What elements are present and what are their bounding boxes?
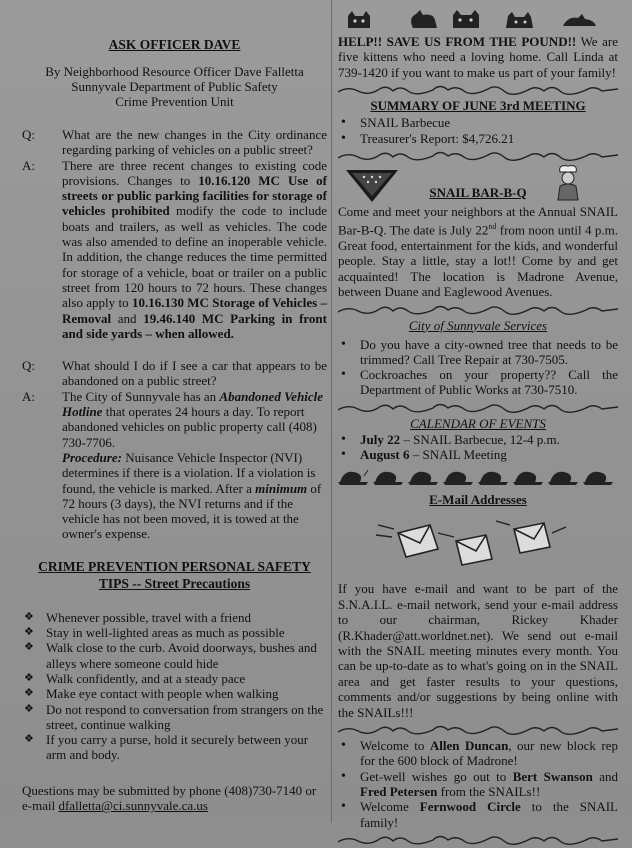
answer-text — [62, 158, 327, 342]
welcome-list — [338, 738, 618, 830]
event-text: – SNAIL Barbecue, 12-4 p.m. — [400, 431, 560, 447]
list-item: • SNAIL Barbecue — [338, 115, 618, 130]
byline-line: By Neighborhood Resource Officer Dave Falletta — [45, 64, 304, 79]
list-item — [338, 769, 618, 800]
squiggle-divider — [338, 400, 618, 416]
calendar-list — [338, 432, 618, 463]
squiggle-divider — [338, 302, 618, 318]
questions-note — [22, 783, 327, 814]
email-title: E-Mail Addresses — [429, 492, 527, 508]
summary-list — [338, 115, 618, 146]
crime-prevention-subtitle: TIPS -- Street Precautions — [98, 575, 251, 591]
question-text: What are the new changes in the City ordinance regarding parking of vehicles on a public street? — [62, 127, 327, 158]
answer-span: that operates 24 hours a day. To report abandoned vehicles on public property call (408) 730-7706. — [62, 404, 317, 450]
summary-title: SUMMARY OF JUNE 3rd MEETING — [370, 98, 586, 114]
squiggle-divider-icon — [338, 400, 618, 414]
tip-text: Whenever possible, travel with a friend — [46, 609, 252, 625]
list-item — [22, 671, 327, 686]
safety-tips-list — [22, 610, 327, 763]
column-divider — [331, 0, 332, 823]
squiggle-divider — [338, 148, 618, 164]
welcome-text: from the SNAILs!! — [437, 783, 541, 799]
welcome-text: Welcome to — [360, 738, 430, 754]
code-ref: 19.46.140 MC Parking in front and side yards – when allowed. — [62, 310, 327, 341]
kitten-icon — [338, 8, 618, 32]
person-name: Bert Swanson — [512, 768, 593, 784]
diamond-bullet-icon: ❖ — [24, 733, 34, 746]
calendar-title: CALENDAR OF EVENTS — [410, 415, 546, 431]
diamond-bullet-icon: ❖ — [24, 626, 34, 639]
procedure-label: Procedure: — [62, 449, 122, 465]
q-label: Q: — [22, 127, 35, 142]
email-paragraph: If you have e-mail and want to be part of the S.N.A.I.L. e-mail network, send your e-mail address to our chairman, Rickey Khader (R.Khader@att.worldnet.net). We send out e-mail with the SNAIL meeting minutes every month. You can be up-to-date as to what's going on in the SNAIL area and get faster results to your questions, comments and/or suggestions by being online with the SNAILs!!! — [338, 581, 618, 720]
kitten-clipart-row — [338, 8, 618, 32]
tip-text: Make eye contact with people when walking — [46, 686, 279, 702]
question-text: What should I do if I see a car that appears to be abandoned on a public street? — [62, 358, 327, 389]
welcome-text: Get-well wishes go out to — [360, 768, 513, 784]
questions-text: Questions may be submitted by phone (408)730-7140 or e-mail — [22, 782, 317, 814]
squiggle-divider-icon — [338, 82, 618, 96]
answer-span: and — [111, 310, 144, 326]
answer-text — [62, 389, 327, 542]
event-date: August 6 — [360, 447, 410, 463]
tip-text: If you carry a purse, hold it securely between your arm and body. — [46, 732, 309, 763]
barbq-title: SNAIL BAR-B-Q — [429, 184, 527, 200]
diamond-bullet-icon: ❖ — [24, 610, 34, 623]
chef-icon — [552, 164, 584, 202]
city-services-title: City of Sunnyvale Services — [408, 317, 548, 333]
diamond-bullet-icon: ❖ — [24, 702, 34, 715]
code-ref: 10.16.130 MC Storage of Vehicles – Removal — [62, 295, 328, 326]
list-item: • Do you have a city-owned tree that needs to be trimmed? Call Tree Repair at 730-7505. — [338, 337, 618, 368]
envelopes-clipart — [338, 513, 618, 581]
welcome-text: and — [592, 768, 619, 784]
list-item — [22, 702, 327, 733]
list-item — [338, 738, 618, 769]
code-ref: 10.16.120 MC Use of streets or public parking facilities for storage of vehicles prohibited — [62, 172, 327, 219]
answer-1 — [22, 158, 327, 342]
a-label: A: — [22, 157, 35, 173]
barbq-header — [338, 164, 618, 204]
tip-text: Walk confidently, and at a steady pace — [46, 670, 246, 686]
list-item — [22, 732, 327, 763]
welcome-text: to the SNAIL family! — [360, 799, 618, 830]
byline-line: Crime Prevention Unit — [115, 94, 234, 109]
hotline-name: Abandoned Vehicle Hotline — [62, 388, 324, 420]
squiggle-divider-icon — [338, 148, 618, 162]
list-item: • Cockroaches on your property?? Call the Department of Public Works at 730-7510. — [338, 367, 618, 398]
diamond-bullet-icon: ❖ — [24, 641, 34, 654]
barbq-text: from noon until 4 p.m. Great food, entertainment for the kids, and wonderful people. Stay a little, stay a lot!! Come by and get acquainted! The location is Madrone Avenue, between Duane and Eaglewood Avenues. — [338, 222, 619, 300]
answer-span: The City of Sunnyvale has an — [62, 388, 220, 404]
answer-span: There are three recent changes to existing code provisions. Changes to — [62, 157, 327, 188]
street-name: Fernwood Circle — [419, 799, 521, 815]
left-column — [22, 0, 327, 814]
list-item — [338, 799, 618, 830]
tip-text: Stay in well-lighted areas as much as possible — [46, 625, 285, 641]
squiggle-divider — [338, 82, 618, 98]
a-label: A: — [22, 388, 35, 404]
list-item — [338, 432, 618, 447]
squiggle-divider — [338, 722, 618, 738]
person-name: Fred Petersen — [360, 783, 438, 799]
tip-text: Walk close to the curb. Avoid doorways, bushes and alleys where someone could hide — [46, 640, 317, 671]
minimum-word: minimum — [255, 480, 308, 496]
crime-prevention-title: CRIME PREVENTION PERSONAL SAFETY — [38, 558, 311, 574]
byline-line: Sunnyvale Department of Public Safety — [71, 79, 278, 94]
tip-text: Do not respond to conversation from strangers on the street, continue walking — [46, 701, 324, 732]
byline — [22, 64, 327, 109]
answer-span: modify the code to include boats and trailers, as well as vehicles. The code was also amended to define an inoperable vehicle. In addition, the change reduces the time permitted for storage of a vehicle, boat or trailer on a public street from 120 hours to 72 hours. These changes also apply to — [62, 203, 327, 311]
squiggle-divider-icon — [338, 302, 618, 316]
email-link[interactable]: dfalletta@ci.sunnyvale.ca.us — [58, 798, 208, 814]
help-heading: HELP!! SAVE US FROM THE POUND!! — [338, 34, 577, 49]
ask-officer-title: ASK OFFICER DAVE — [108, 37, 241, 52]
ordinal-suffix: nd — [488, 222, 497, 232]
city-services-list — [338, 337, 618, 398]
list-item — [338, 447, 618, 462]
q-label: Q: — [22, 358, 35, 374]
event-date: July 22 — [360, 431, 401, 447]
answer-span: of 72 hours (3 days), the NVI returns and if the vehicle has not been moved, it is towed at the owner's expense. — [62, 480, 322, 542]
snail-row-icon — [338, 466, 618, 486]
welcome-text: Welcome — [360, 799, 420, 815]
question-1 — [22, 127, 327, 158]
answer-span: Nuisance Vehicle Inspector (NVI) determines if there is a violation. If a violation is found, the vehicle is marked. After a — [62, 449, 316, 496]
squiggle-divider — [338, 832, 618, 848]
snail-clipart-row — [338, 466, 618, 492]
help-text: We are five kittens who need a loving home. Call Linda at 739-1420 if you want to make us part of your family! — [338, 34, 618, 80]
squiggle-divider-icon — [338, 832, 618, 846]
list-item — [22, 625, 327, 640]
list-item — [22, 610, 327, 625]
list-item: • Treasurer's Report: $4,726.21 — [338, 131, 618, 146]
diamond-bullet-icon: ❖ — [24, 687, 34, 700]
envelope-icon — [338, 513, 618, 581]
help-paragraph — [338, 34, 618, 80]
list-item — [22, 686, 327, 701]
diamond-bullet-icon: ❖ — [24, 671, 34, 684]
right-column — [338, 0, 618, 848]
list-item — [22, 640, 327, 671]
event-text: – SNAIL Meeting — [409, 447, 507, 463]
barbq-text: Come and meet your neighbors at the Annual SNAIL Bar-B-Q. The date is July 22 — [338, 203, 618, 238]
person-name: Allen Duncan — [429, 738, 509, 754]
welcome-text: , our new block rep for the 600 block of Madrone! — [360, 738, 618, 769]
squiggle-divider-icon — [338, 722, 618, 736]
barbq-paragraph — [338, 204, 618, 300]
question-2 — [22, 358, 327, 389]
answer-2 — [22, 389, 327, 542]
